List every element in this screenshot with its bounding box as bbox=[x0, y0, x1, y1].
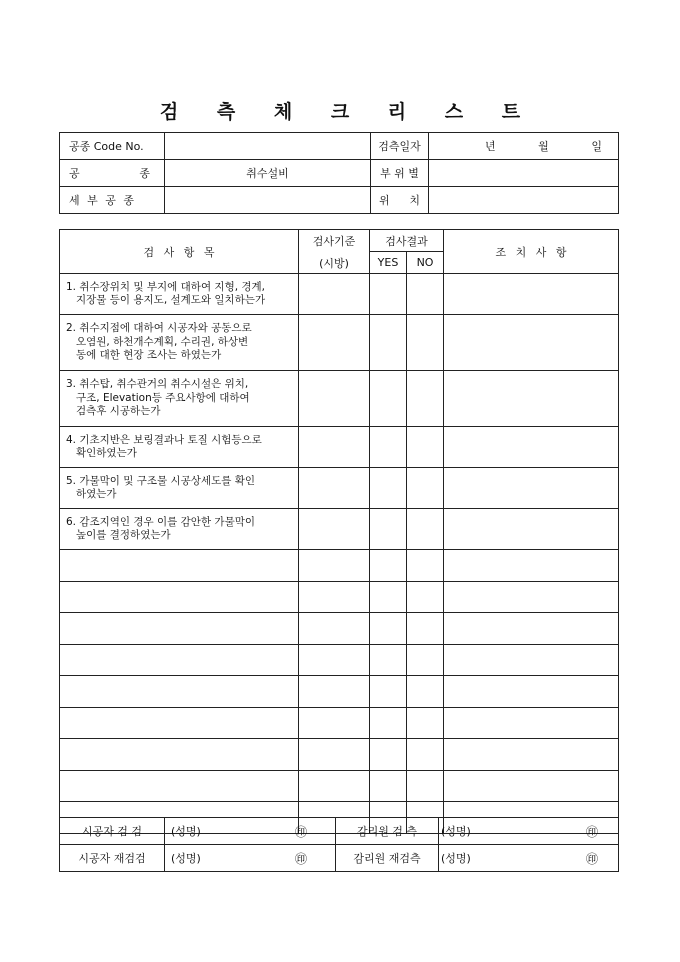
checklist-blank-row bbox=[60, 707, 619, 739]
blank-item-cell[interactable] bbox=[60, 770, 299, 802]
position-label bbox=[371, 187, 429, 214]
header-criteria-line-1: 검사기준 bbox=[312, 234, 356, 248]
no-cell[interactable] bbox=[407, 676, 444, 708]
checklist-item-line: 검측후 시공하는가 bbox=[76, 405, 161, 418]
no-cell[interactable] bbox=[407, 371, 444, 427]
yes-cell[interactable] bbox=[370, 581, 407, 613]
yes-cell[interactable] bbox=[370, 707, 407, 739]
checklist-item-text bbox=[60, 509, 299, 550]
no-cell[interactable] bbox=[407, 315, 444, 371]
position-label-part-2: 치 bbox=[409, 194, 420, 207]
no-cell[interactable] bbox=[407, 739, 444, 771]
work-code-value[interactable] bbox=[165, 133, 371, 160]
header-result: 검사결과 bbox=[370, 230, 444, 252]
checklist-item-line: 2. 취수지점에 대하여 시공자와 공동으로 bbox=[66, 322, 252, 335]
yes-cell[interactable] bbox=[370, 427, 407, 468]
supervisor-inspect-label: 감리원 검 측 bbox=[336, 818, 439, 845]
blank-item-cell[interactable] bbox=[60, 644, 299, 676]
supervisor-reinspect-seal bbox=[499, 845, 619, 872]
checklist-item-line: 오염원, 하천개수계획, 수리권, 하상변 bbox=[76, 335, 249, 348]
no-cell[interactable] bbox=[407, 427, 444, 468]
yes-cell[interactable] bbox=[370, 468, 407, 509]
checklist-row bbox=[60, 427, 619, 468]
no-cell[interactable] bbox=[407, 613, 444, 645]
header-yes: YES bbox=[370, 252, 407, 274]
blank-item-cell[interactable] bbox=[60, 613, 299, 645]
action-cell[interactable] bbox=[444, 509, 619, 550]
criteria-cell[interactable] bbox=[299, 644, 370, 676]
yes-cell[interactable] bbox=[370, 274, 407, 315]
checklist-item-text bbox=[60, 371, 299, 427]
date-year-label: 년 bbox=[485, 140, 496, 153]
sub-work-label: 세 부 공 종 bbox=[60, 187, 165, 214]
no-cell[interactable] bbox=[407, 509, 444, 550]
work-type-label-part-1: 공 bbox=[69, 167, 80, 180]
contractor-reinspect-name[interactable]: (성명) bbox=[165, 845, 227, 872]
action-cell[interactable] bbox=[444, 550, 619, 582]
checklist-item-line: 3. 취수탑, 취수관거의 취수시설은 위치, bbox=[66, 378, 249, 391]
supervisor-reinspect-label: 감리원 재검측 bbox=[336, 845, 439, 872]
checklist-item-line: 5. 가물막이 및 구조물 시공상세도를 확인 bbox=[66, 474, 255, 487]
checklist-item-line: 하였는가 bbox=[76, 488, 117, 500]
criteria-cell[interactable] bbox=[299, 468, 370, 509]
inspection-date-value[interactable] bbox=[429, 133, 619, 160]
blank-item-cell[interactable] bbox=[60, 707, 299, 739]
checklist-row bbox=[60, 509, 619, 550]
checklist-item-text bbox=[60, 427, 299, 468]
checklist-blank-row bbox=[60, 770, 619, 802]
no-cell[interactable] bbox=[407, 468, 444, 509]
position-value[interactable] bbox=[429, 187, 619, 214]
yes-cell[interactable] bbox=[370, 770, 407, 802]
criteria-cell[interactable] bbox=[299, 581, 370, 613]
no-cell[interactable] bbox=[407, 770, 444, 802]
checklist-item-text bbox=[60, 274, 299, 315]
criteria-cell[interactable] bbox=[299, 315, 370, 371]
yes-cell[interactable] bbox=[370, 676, 407, 708]
action-cell[interactable] bbox=[444, 274, 619, 315]
checklist-blank-row bbox=[60, 613, 619, 645]
action-cell[interactable] bbox=[444, 315, 619, 371]
info-table bbox=[59, 132, 619, 214]
header-no: NO bbox=[407, 252, 444, 274]
checklist-item-line: 확인하였는가 bbox=[76, 447, 137, 459]
criteria-cell[interactable] bbox=[299, 509, 370, 550]
checklist-blank-row bbox=[60, 550, 619, 582]
blank-item-cell[interactable] bbox=[60, 550, 299, 582]
no-cell[interactable] bbox=[407, 550, 444, 582]
contractor-reinspect-label: 시공자 재검검 bbox=[60, 845, 165, 872]
action-cell[interactable] bbox=[444, 613, 619, 645]
contractor-reinspect-seal bbox=[227, 845, 336, 872]
yes-cell[interactable] bbox=[370, 739, 407, 771]
criteria-cell[interactable] bbox=[299, 274, 370, 315]
seal-mark: ㊞ bbox=[585, 824, 598, 839]
checklist-row bbox=[60, 315, 619, 371]
checklist-row bbox=[60, 468, 619, 509]
checklist-blank-row bbox=[60, 581, 619, 613]
criteria-cell[interactable] bbox=[299, 676, 370, 708]
header-items: 검 사 항 목 bbox=[60, 230, 299, 274]
contractor-inspect-seal bbox=[227, 818, 336, 845]
action-cell[interactable] bbox=[444, 468, 619, 509]
criteria-cell[interactable] bbox=[299, 613, 370, 645]
criteria-cell[interactable] bbox=[299, 550, 370, 582]
contractor-inspect-label: 시공자 검 검 bbox=[60, 818, 165, 845]
date-month-label: 월 bbox=[538, 140, 549, 153]
work-type-label bbox=[60, 160, 165, 187]
blank-item-cell[interactable] bbox=[60, 581, 299, 613]
checklist-row bbox=[60, 274, 619, 315]
signature-table bbox=[59, 817, 619, 872]
checklist-item-line: 동에 대한 현장 조사는 하였는가 bbox=[76, 349, 222, 362]
action-cell[interactable] bbox=[444, 371, 619, 427]
work-type-value[interactable]: 취수설비 bbox=[165, 160, 371, 187]
blank-item-cell[interactable] bbox=[60, 676, 299, 708]
seal-mark: ㊞ bbox=[294, 851, 307, 866]
checklist-item-line: 4. 기초지반은 보링결과나 토질 시험등으로 bbox=[66, 433, 262, 446]
checklist-blank-row bbox=[60, 644, 619, 676]
no-cell[interactable] bbox=[407, 274, 444, 315]
checklist-item-line: 구조, Elevation등 주요사항에 대하여 bbox=[76, 391, 250, 404]
header-criteria-line-2: (시방) bbox=[319, 256, 349, 270]
yes-cell[interactable] bbox=[370, 371, 407, 427]
checklist-item-text bbox=[60, 315, 299, 371]
inspection-date-label: 검측일자 bbox=[371, 133, 429, 160]
checklist-table bbox=[59, 229, 619, 834]
supervisor-inspect-name[interactable]: (성명) bbox=[439, 818, 499, 845]
criteria-cell[interactable] bbox=[299, 707, 370, 739]
checklist-item-line: 6. 감조지역인 경우 이를 감안한 가물막이 bbox=[66, 515, 255, 528]
action-cell[interactable] bbox=[444, 770, 619, 802]
work-code-label: 공종 Code No. bbox=[60, 133, 165, 160]
action-cell[interactable] bbox=[444, 676, 619, 708]
yes-cell[interactable] bbox=[370, 315, 407, 371]
no-cell[interactable] bbox=[407, 707, 444, 739]
action-cell[interactable] bbox=[444, 427, 619, 468]
work-type-label-part-2: 종 bbox=[139, 167, 150, 180]
yes-cell[interactable] bbox=[370, 613, 407, 645]
seal-mark: ㊞ bbox=[294, 824, 307, 839]
yes-cell[interactable] bbox=[370, 509, 407, 550]
criteria-cell[interactable] bbox=[299, 770, 370, 802]
action-cell[interactable] bbox=[444, 581, 619, 613]
checklist-blank-row bbox=[60, 676, 619, 708]
seal-mark: ㊞ bbox=[585, 851, 598, 866]
supervisor-reinspect-name[interactable]: (성명) bbox=[439, 845, 499, 872]
blank-item-cell[interactable] bbox=[60, 739, 299, 771]
criteria-cell[interactable] bbox=[299, 371, 370, 427]
location-part-label: 부 위 별 bbox=[371, 160, 429, 187]
checklist-item-line: 지장물 등이 용지도, 설계도와 일치하는가 bbox=[76, 294, 266, 306]
no-cell[interactable] bbox=[407, 581, 444, 613]
no-cell[interactable] bbox=[407, 644, 444, 676]
checklist-blank-row bbox=[60, 739, 619, 771]
criteria-cell[interactable] bbox=[299, 427, 370, 468]
header-criteria bbox=[299, 230, 370, 274]
contractor-inspect-name[interactable]: (성명) bbox=[165, 818, 227, 845]
sub-work-value[interactable] bbox=[165, 187, 371, 214]
page-title: 검 측 체 크 리 스 트 bbox=[159, 101, 537, 123]
checklist-item-line: 1. 취수장위치 및 부지에 대하여 지형, 경계, bbox=[66, 280, 266, 293]
checklist-row bbox=[60, 371, 619, 427]
checklist-item-text bbox=[60, 468, 299, 509]
date-day-label: 일 bbox=[591, 140, 602, 153]
location-part-value[interactable] bbox=[429, 160, 619, 187]
yes-cell[interactable] bbox=[370, 644, 407, 676]
header-action: 조 치 사 항 bbox=[444, 230, 619, 274]
action-cell[interactable] bbox=[444, 707, 619, 739]
supervisor-inspect-seal bbox=[499, 818, 619, 845]
checklist-item-line: 높이를 결정하였는가 bbox=[76, 529, 171, 541]
action-cell[interactable] bbox=[444, 739, 619, 771]
action-cell[interactable] bbox=[444, 644, 619, 676]
criteria-cell[interactable] bbox=[299, 739, 370, 771]
checklist-rows bbox=[60, 274, 619, 834]
yes-cell[interactable] bbox=[370, 550, 407, 582]
position-label-part-1: 위 bbox=[379, 194, 390, 207]
